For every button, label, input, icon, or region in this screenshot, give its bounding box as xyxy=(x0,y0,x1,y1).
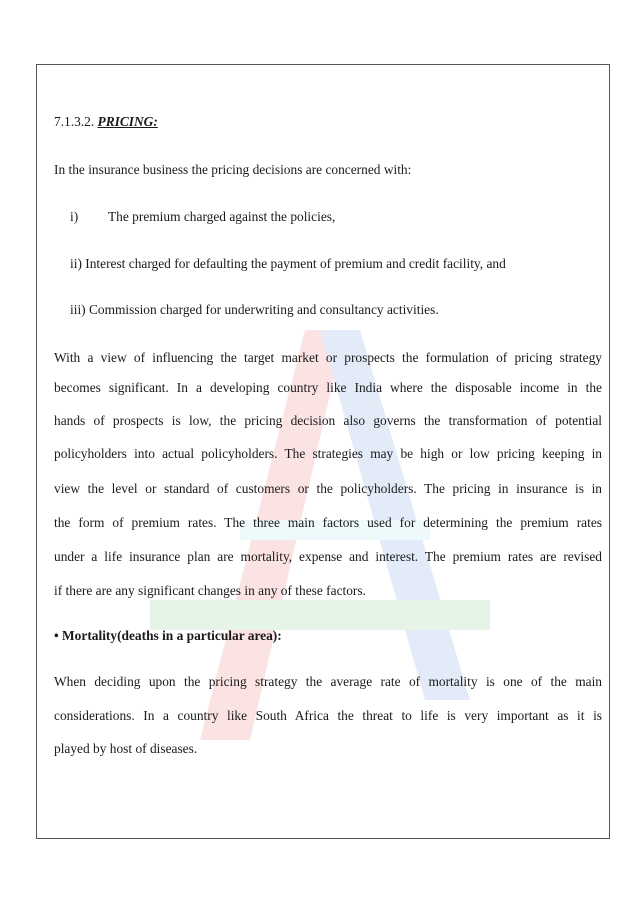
list-item: ii) Interest charged for defaulting the payment of premium and credit facility, and xyxy=(70,256,506,271)
intro-text: In the insurance business the pricing decisions are concerned with: xyxy=(54,162,412,177)
paragraph-line: if there are any significant changes in any of these factors. xyxy=(54,583,366,598)
list-item: iii) Commission charged for underwriting and consultancy activities. xyxy=(70,302,439,317)
paragraph-line: the form of premium rates. The three main factors used for determining the premium rates xyxy=(54,515,602,530)
paragraph-line: considerations. In a country like South Africa the threat to life is very important as it is xyxy=(54,708,602,723)
paragraph-line: view the level or standard of customers or the policyholders. The pricing in insurance is in xyxy=(54,481,602,496)
section-heading xyxy=(54,114,158,130)
section-title: PRICING: xyxy=(97,114,158,129)
list-item xyxy=(54,209,602,227)
paragraph-line: policyholders into actual policyholders. The strategies may be high or low pricing keeping in xyxy=(54,446,602,461)
paragraph-line: becomes significant. In a developing country like India where the disposable income in the xyxy=(54,380,602,395)
watermark-green-stroke xyxy=(150,600,490,630)
paragraph-line: played by host of diseases. xyxy=(54,741,198,756)
list-marker: i) xyxy=(70,209,79,224)
paragraph-line: hands of prospects is low, the pricing decision also governs the transformation of potential xyxy=(54,413,602,428)
mortality-heading: • Mortality(deaths in a particular area): xyxy=(54,628,282,643)
list-item-text: The premium charged against the policies, xyxy=(108,209,336,224)
paragraph-line: When deciding upon the pricing strategy the average rate of mortality is one of the main xyxy=(54,674,602,689)
section-number: 7.1.3.2. xyxy=(54,114,95,129)
paragraph-line: With a view of influencing the target market or prospects the formulation of pricing strategy xyxy=(54,350,602,365)
paragraph-line: under a life insurance plan are mortality, expense and interest. The premium rates are revised xyxy=(54,549,602,564)
